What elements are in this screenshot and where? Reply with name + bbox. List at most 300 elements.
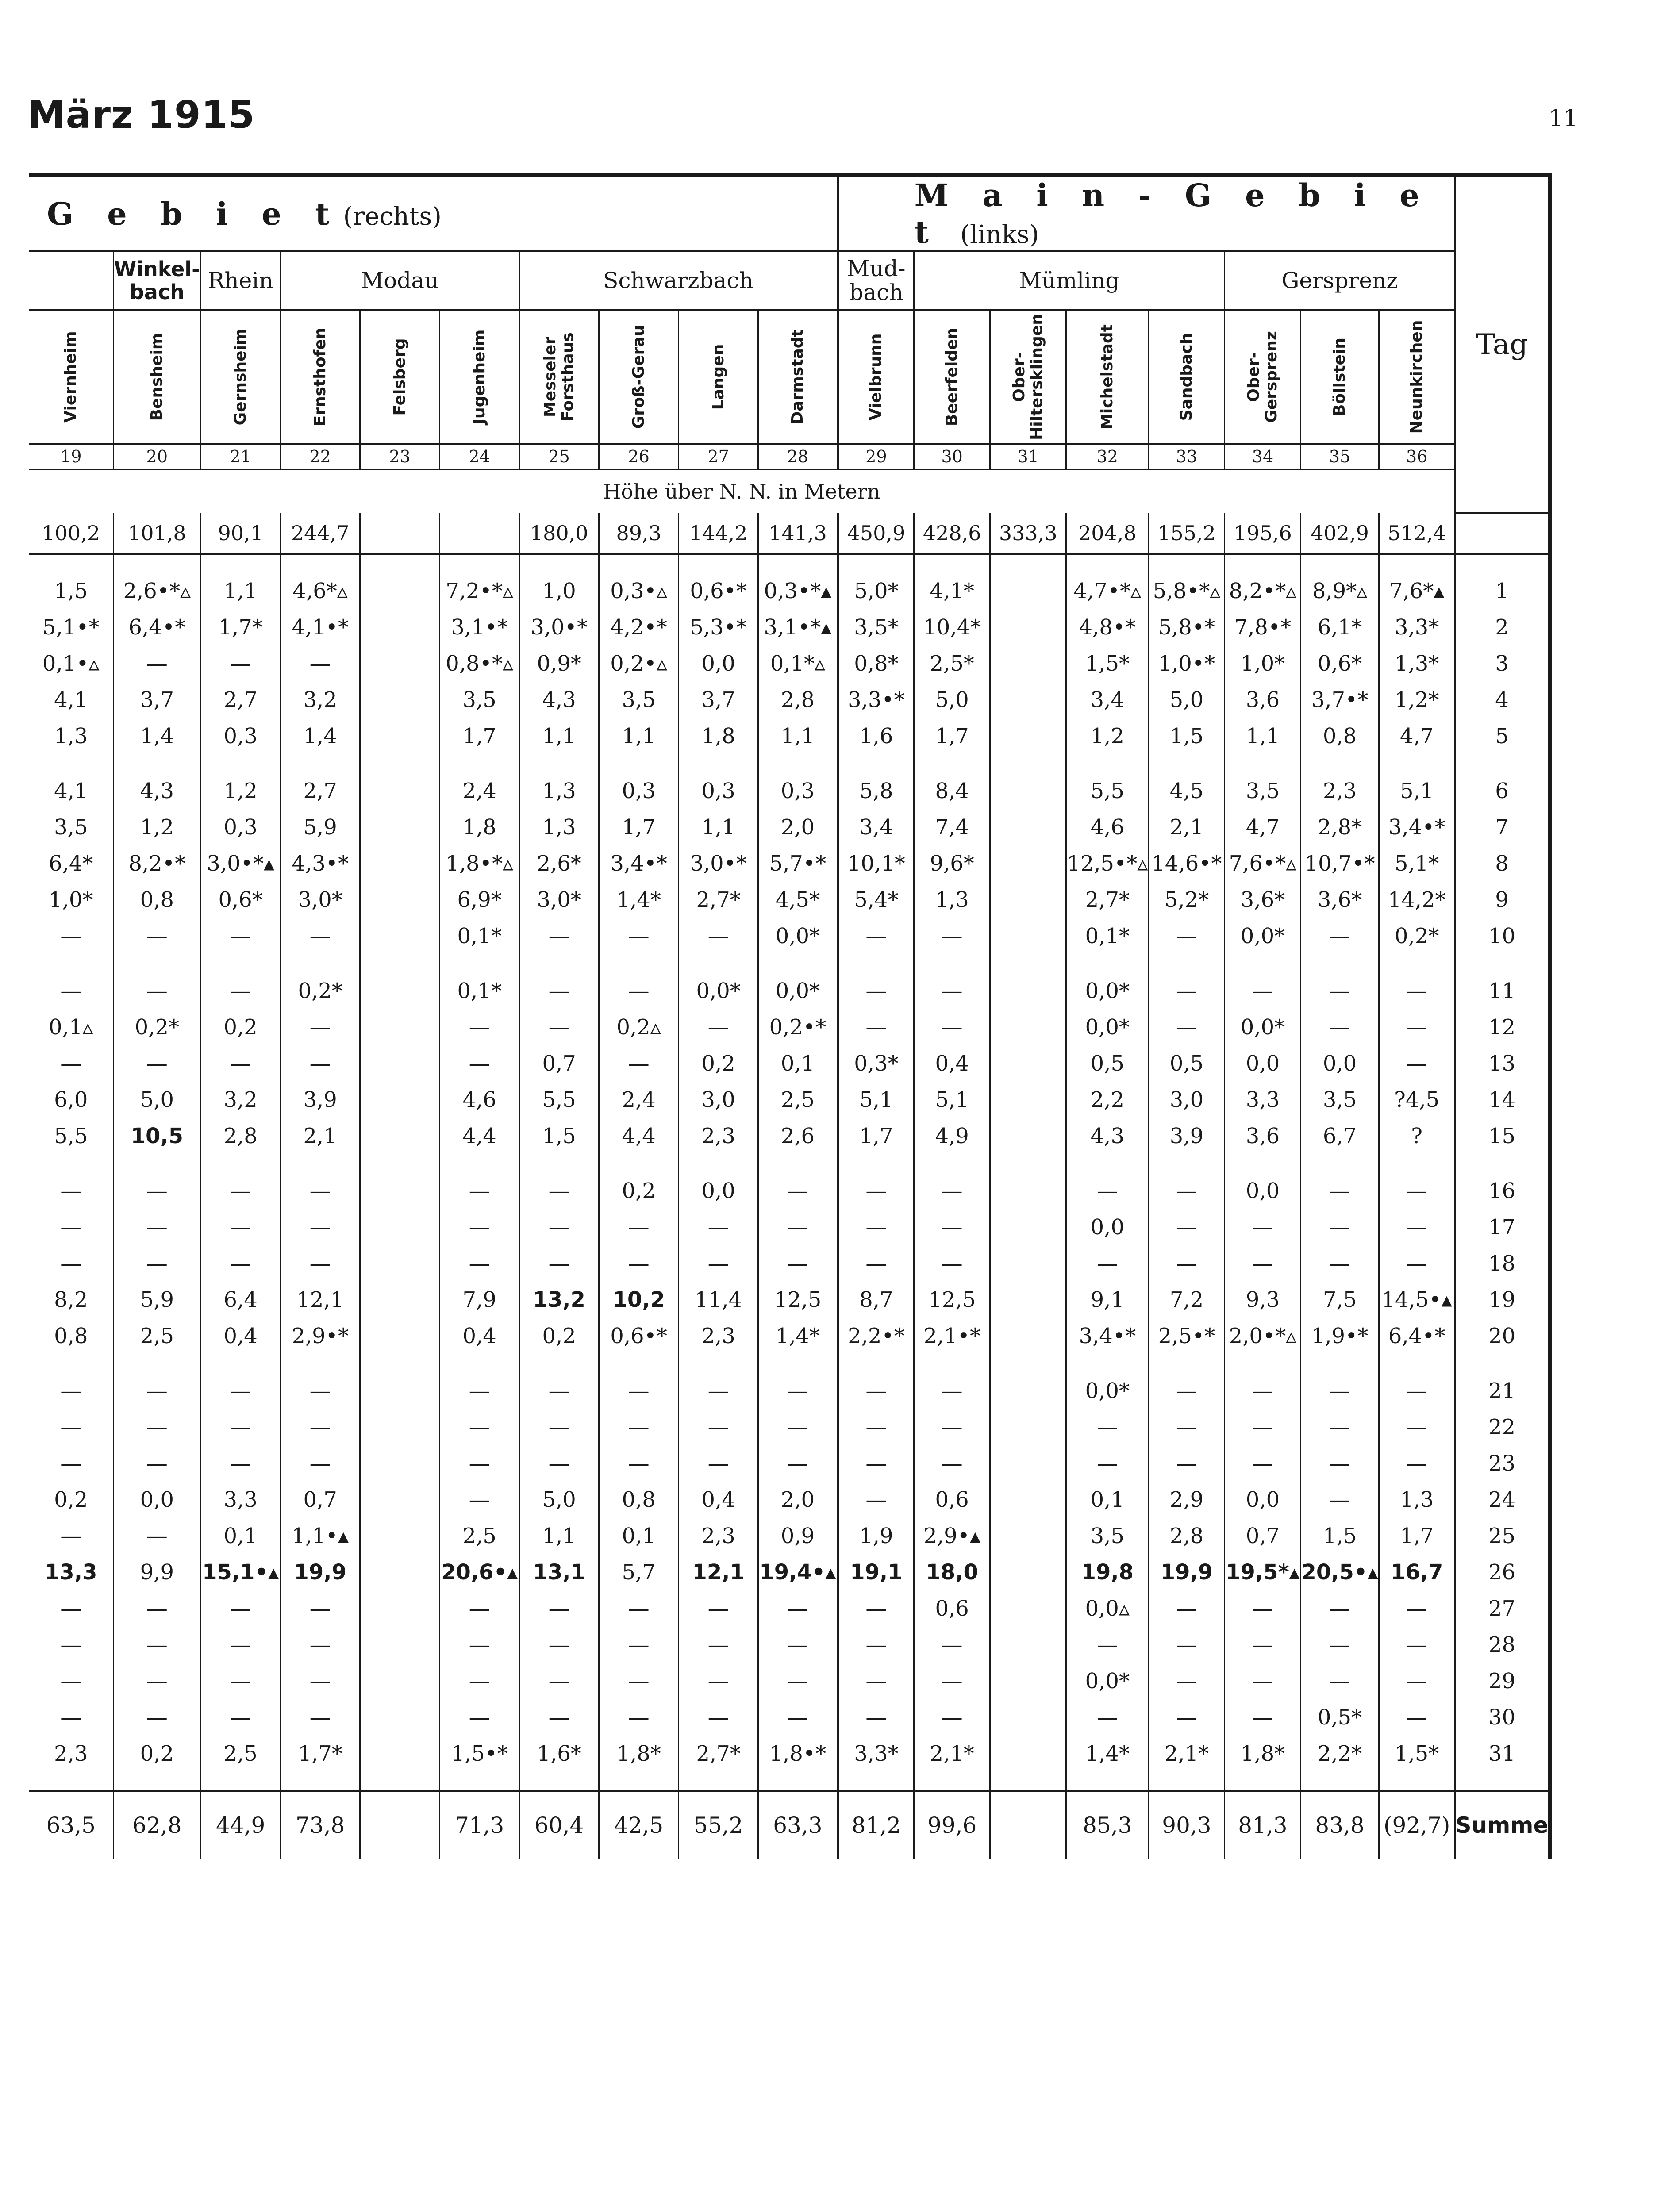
precip-cell: —	[1066, 1627, 1149, 1663]
precip-cell: —	[113, 973, 201, 1009]
precip-cell: —	[281, 1209, 360, 1245]
precip-cell: —	[29, 1409, 113, 1445]
day-number: 16	[1488, 1178, 1516, 1203]
precip-cell: 5,1*	[1379, 845, 1455, 882]
precip-cell: —	[1379, 1445, 1455, 1482]
precip-cell: 19,9	[281, 1554, 360, 1590]
precip-cell: —	[519, 1590, 599, 1627]
precip-cell: 3,9	[281, 1082, 360, 1118]
precip-cell: —	[838, 1699, 914, 1736]
day-number: 8	[1495, 851, 1509, 876]
precip-cell: 0,0	[679, 1173, 758, 1209]
precip-cell: —	[440, 1373, 519, 1409]
gebiet-header-row	[29, 177, 1548, 251]
day-number: 11	[1488, 978, 1516, 1003]
precip-cell: —	[113, 1045, 201, 1082]
precip-cell: —	[599, 1409, 679, 1445]
precip-cell	[990, 573, 1066, 609]
precip-cell: 3,5	[29, 809, 113, 845]
summe-cell: 99,6	[914, 1791, 990, 1859]
precip-cell: —	[679, 1209, 758, 1245]
precip-cell: 5,7•*	[758, 845, 838, 882]
table-row	[29, 1699, 1548, 1736]
precip-cell: 9,1	[1066, 1282, 1149, 1318]
precip-cell: 1,0*	[29, 882, 113, 918]
precip-cell: 19,5*▴	[1225, 1554, 1301, 1590]
day-number: 18	[1488, 1251, 1516, 1276]
station-number: 19	[29, 444, 113, 470]
station-name: Neunkirchen	[1407, 320, 1426, 434]
precip-cell: 1,9•*	[1301, 1318, 1379, 1354]
precip-cell	[990, 1118, 1066, 1154]
precip-cell: 1,8•*	[758, 1736, 838, 1772]
spacer-cell	[29, 554, 113, 573]
precip-cell: 0,1▵	[29, 1009, 113, 1045]
precip-cell: 3,3*	[838, 1736, 914, 1772]
precip-cell: —	[758, 1373, 838, 1409]
day-number: 20	[1488, 1323, 1516, 1348]
precip-cell: —	[1066, 1245, 1149, 1282]
precip-cell: 4,7•*▵	[1066, 573, 1149, 609]
spacer-cell	[838, 1354, 914, 1373]
precip-cell: 5,7	[599, 1554, 679, 1590]
precip-cell: —	[1379, 1209, 1455, 1245]
spacer-cell	[1066, 754, 1149, 773]
station-header-cell	[360, 310, 440, 444]
spacer-cell	[1066, 1354, 1149, 1373]
hoehe-label: Höhe über N. N. in Metern	[603, 480, 880, 503]
summe-cell: 60,4	[519, 1791, 599, 1859]
spacer-row	[29, 954, 1548, 973]
precip-cell: 4,6*▵	[281, 573, 360, 609]
precip-cell: 7,2	[1149, 1282, 1225, 1318]
precip-cell: —	[29, 1045, 113, 1082]
precip-cell: —	[519, 1009, 599, 1045]
precip-cell: —	[1149, 1209, 1225, 1245]
precip-cell: —	[29, 1590, 113, 1627]
precip-cell	[360, 882, 440, 918]
station-header-cell	[914, 310, 990, 444]
station-header-cell	[1301, 310, 1379, 444]
summe-cell	[990, 1791, 1066, 1859]
spacer-cell	[201, 554, 281, 573]
precip-cell: 2,3	[1301, 773, 1379, 809]
spacer-cell	[679, 1772, 758, 1791]
precip-cell: —	[838, 1245, 914, 1282]
precip-cell: —	[113, 1373, 201, 1409]
summe-label: Summe	[1455, 1791, 1548, 1859]
precip-cell: —	[1379, 973, 1455, 1009]
precip-cell: 2,5•*	[1149, 1318, 1225, 1354]
spacer-cell	[990, 1154, 1066, 1173]
precip-cell	[990, 1663, 1066, 1699]
precip-cell: —	[1301, 1245, 1379, 1282]
spacer-cell	[990, 554, 1066, 573]
table-row	[29, 682, 1548, 718]
precip-cell: 0,0*	[679, 973, 758, 1009]
precip-cell: 2,6	[758, 1118, 838, 1154]
station-name: Ober- Gersprenz	[1244, 331, 1280, 423]
precip-cell: 4,7	[1379, 718, 1455, 754]
summe-cell: 83,8	[1301, 1791, 1379, 1859]
precip-cell: —	[1149, 1699, 1225, 1736]
precip-cell: —	[1379, 1045, 1455, 1082]
precip-cell: —	[599, 1373, 679, 1409]
precip-cell: —	[1301, 918, 1379, 954]
spacer-cell	[990, 1354, 1066, 1373]
precip-cell	[990, 682, 1066, 718]
spacer-cell	[440, 1354, 519, 1373]
precip-cell: 1,7	[1379, 1518, 1455, 1554]
precip-cell	[990, 918, 1066, 954]
precip-cell: 0,2	[201, 1009, 281, 1045]
page-title: März 1915	[27, 93, 255, 137]
precip-cell: 2,1	[281, 1118, 360, 1154]
precip-cell	[990, 1209, 1066, 1245]
spacer-cell	[360, 754, 440, 773]
precip-cell: —	[1225, 1699, 1301, 1736]
spacer-cell	[758, 1354, 838, 1373]
precip-cell: 1,8*	[1225, 1736, 1301, 1772]
spacer-cell	[838, 554, 914, 573]
precip-cell: 9,3	[1225, 1282, 1301, 1318]
precip-cell	[360, 1282, 440, 1318]
precip-cell: 0,8	[1301, 718, 1379, 754]
station-number: 36	[1379, 444, 1455, 470]
precip-cell: —	[440, 1045, 519, 1082]
day-number: 2	[1495, 614, 1509, 640]
precip-cell: 0,0	[1225, 1482, 1301, 1518]
precip-cell: —	[440, 1663, 519, 1699]
precip-cell	[360, 645, 440, 682]
precip-cell: —	[599, 1445, 679, 1482]
spacer-row	[29, 754, 1548, 773]
precip-cell: 2,1•*	[914, 1318, 990, 1354]
precip-cell	[360, 1118, 440, 1154]
summe-cell: 71,3	[440, 1791, 519, 1859]
station-name: Bensheim	[147, 333, 166, 421]
hoehe-value: 141,3	[758, 513, 838, 554]
hoehe-value: 402,9	[1301, 513, 1379, 554]
precip-cell: —	[201, 973, 281, 1009]
precip-cell: 0,4	[679, 1482, 758, 1518]
spacer-cell	[1379, 554, 1455, 573]
precip-cell: —	[679, 1009, 758, 1045]
precip-cell: 0,5*	[1301, 1699, 1379, 1736]
precip-cell	[360, 1736, 440, 1772]
table-row	[29, 1045, 1548, 1082]
precip-cell: —	[201, 645, 281, 682]
tag-column-header	[1455, 177, 1548, 513]
precip-cell: —	[599, 1209, 679, 1245]
summe-cell: 90,3	[1149, 1791, 1225, 1859]
precip-cell	[990, 882, 1066, 918]
precip-cell: —	[1225, 1590, 1301, 1627]
precip-cell: —	[201, 1045, 281, 1082]
precip-cell: 3,4	[838, 809, 914, 845]
table-row	[29, 1445, 1548, 1482]
precip-cell: 1,1	[1225, 718, 1301, 754]
precip-cell: —	[679, 1245, 758, 1282]
precip-cell: 1,2	[1066, 718, 1149, 754]
precip-cell: —	[914, 1245, 990, 1282]
river-header-row	[29, 251, 1548, 310]
precip-cell: —	[29, 918, 113, 954]
precip-cell: —	[29, 1627, 113, 1663]
precip-cell: —	[1301, 1627, 1379, 1663]
spacer-cell	[758, 1154, 838, 1173]
precip-cell: 0,4	[201, 1318, 281, 1354]
precip-cell: —	[599, 1627, 679, 1663]
precip-cell: 0,4	[914, 1045, 990, 1082]
precip-cell: —	[201, 1373, 281, 1409]
day-number: 21	[1488, 1378, 1516, 1403]
precip-cell: —	[281, 1245, 360, 1282]
spacer-cell	[914, 1354, 990, 1373]
precip-cell: —	[113, 918, 201, 954]
precip-cell: 20,5•▴	[1301, 1554, 1379, 1590]
precip-cell: 2,3	[679, 1318, 758, 1354]
precip-cell: —	[519, 918, 599, 954]
precip-cell: —	[599, 1663, 679, 1699]
precip-cell: —	[679, 1627, 758, 1663]
precip-cell: 0,1	[758, 1045, 838, 1082]
precip-cell: —	[1066, 1699, 1149, 1736]
precip-cell: 2,1*	[1149, 1736, 1225, 1772]
day-number: 28	[1488, 1632, 1516, 1657]
precip-cell	[360, 845, 440, 882]
river-rhein	[201, 251, 281, 310]
precip-cell: 0,0*	[758, 973, 838, 1009]
precip-cell	[990, 1699, 1066, 1736]
precip-cell: ?	[1379, 1118, 1455, 1154]
precip-cell: —	[281, 918, 360, 954]
spacer-cell	[113, 554, 201, 573]
precip-cell: 14,2*	[1379, 882, 1455, 918]
precip-cell	[990, 609, 1066, 645]
hoehe-label-row	[29, 469, 1548, 513]
precip-cell: 0,1*▵	[758, 645, 838, 682]
precip-cell: 0,2*	[281, 973, 360, 1009]
precip-cell: 2,2*	[1301, 1736, 1379, 1772]
precip-cell: —	[1301, 1482, 1379, 1518]
precip-cell: 1,1	[519, 718, 599, 754]
spacer-cell	[519, 1354, 599, 1373]
station-name: Vielbrunn	[867, 333, 885, 421]
station-header-cell	[1379, 310, 1455, 444]
precip-cell: —	[914, 1663, 990, 1699]
precip-cell: —	[599, 1045, 679, 1082]
precip-cell: 3,4•*	[599, 845, 679, 882]
precip-cell: 4,7	[1225, 809, 1301, 845]
precip-cell: —	[113, 1209, 201, 1245]
precip-cell: 0,1*	[1066, 918, 1149, 954]
spacer-cell	[1149, 1154, 1225, 1173]
precip-cell: 6,4	[201, 1282, 281, 1318]
precip-cell	[990, 1318, 1066, 1354]
precip-cell: 2,1	[1149, 809, 1225, 845]
precip-cell: 7,8•*	[1225, 609, 1301, 645]
precip-cell: —	[281, 1409, 360, 1445]
precip-cell: 6,4•*	[113, 609, 201, 645]
precip-cell: 1,4*	[758, 1318, 838, 1354]
river-gersprenz	[1225, 251, 1455, 310]
station-number: 31	[990, 444, 1066, 470]
precip-cell	[360, 973, 440, 1009]
precip-cell: 16,7	[1379, 1554, 1455, 1590]
precip-cell: 7,4	[914, 809, 990, 845]
precip-cell: —	[1066, 1445, 1149, 1482]
station-number: 35	[1301, 444, 1379, 470]
precip-cell: —	[201, 1445, 281, 1482]
station-name: Böllstein	[1330, 338, 1349, 416]
precip-cell	[360, 1373, 440, 1409]
hoehe-value: 244,7	[281, 513, 360, 554]
spacer-cell	[281, 954, 360, 973]
precip-cell: —	[838, 1445, 914, 1482]
precip-cell: —	[1379, 1373, 1455, 1409]
precip-cell: 0,2	[519, 1318, 599, 1354]
precip-cell: 4,6	[440, 1082, 519, 1118]
precip-cell: —	[1301, 1373, 1379, 1409]
station-name: Messeler Forsthaus	[541, 332, 577, 422]
precip-cell: —	[1225, 1663, 1301, 1699]
day-number: 15	[1488, 1123, 1516, 1148]
precip-cell: —	[914, 1409, 990, 1445]
precip-cell: —	[519, 1699, 599, 1736]
station-number: 29	[838, 444, 914, 470]
hoehe-value: 180,0	[519, 513, 599, 554]
precip-cell: —	[29, 1245, 113, 1282]
day-number: 17	[1488, 1214, 1516, 1240]
spacer-cell	[440, 554, 519, 573]
precip-cell: 1,2	[201, 773, 281, 809]
precip-cell	[360, 1627, 440, 1663]
precip-cell: 1,7	[914, 718, 990, 754]
spacer-cell	[29, 1154, 113, 1173]
precip-cell: 1,7	[838, 1118, 914, 1154]
precip-cell: 1,1	[201, 573, 281, 609]
precip-cell: 5,8•*▵	[1149, 573, 1225, 609]
precip-cell: 14,6•*	[1149, 845, 1225, 882]
precip-cell: 19,8	[1066, 1554, 1149, 1590]
precip-cell: 2,9•*	[281, 1318, 360, 1354]
summe-row	[29, 1791, 1548, 1859]
spacer-cell	[914, 754, 990, 773]
table-row	[29, 1482, 1548, 1518]
precip-cell: —	[1379, 1627, 1455, 1663]
precip-cell: 1,4	[113, 718, 201, 754]
spacer-cell	[201, 1772, 281, 1791]
precip-cell: 1,1	[599, 718, 679, 754]
hoehe-value	[440, 513, 519, 554]
precip-cell: 1,5*	[1379, 1736, 1455, 1772]
precip-cell	[360, 682, 440, 718]
station-name: Gernsheim	[231, 328, 250, 426]
precip-cell: 0,2*	[113, 1009, 201, 1045]
precip-cell: 5,5	[1066, 773, 1149, 809]
station-number: 33	[1149, 444, 1225, 470]
precip-cell: —	[113, 1518, 201, 1554]
precip-cell: 2,4	[440, 773, 519, 809]
precip-cell: 3,5	[1301, 1082, 1379, 1118]
spacer-cell	[29, 1354, 113, 1373]
precip-cell: 0,3	[201, 718, 281, 754]
precip-cell: 10,1*	[838, 845, 914, 882]
spacer-cell	[519, 554, 599, 573]
day-number: 6	[1495, 778, 1509, 803]
precip-cell: —	[758, 1590, 838, 1627]
precip-cell: 0,8•*▵	[440, 645, 519, 682]
day-number: 31	[1488, 1741, 1516, 1766]
precip-cell: 3,7•*	[1301, 682, 1379, 718]
precip-cell: 5,2*	[1149, 882, 1225, 918]
precip-cell	[360, 1409, 440, 1445]
hoehe-value: 450,9	[838, 513, 914, 554]
precip-cell: —	[1225, 1209, 1301, 1245]
spacer-cell	[1455, 1354, 1548, 1373]
station-name: Sandbach	[1177, 333, 1196, 421]
precip-cell: 4,1*	[914, 573, 990, 609]
summe-cell: 81,2	[838, 1791, 914, 1859]
precip-cell: —	[440, 1245, 519, 1282]
spacer-cell	[1455, 1154, 1548, 1173]
day-number: 4	[1495, 687, 1509, 712]
station-header-cell	[838, 310, 914, 444]
spacer-cell	[113, 754, 201, 773]
spacer-cell	[838, 1772, 914, 1791]
summe-cell: 73,8	[281, 1791, 360, 1859]
precip-cell	[990, 1282, 1066, 1318]
spacer-cell	[1301, 1772, 1379, 1791]
precip-cell: 2,2•*	[838, 1318, 914, 1354]
precip-cell: 6,0	[29, 1082, 113, 1118]
summe-cell: 85,3	[1066, 1791, 1149, 1859]
precip-cell: —	[1301, 1009, 1379, 1045]
precip-cell: —	[1149, 1173, 1225, 1209]
precip-cell: 1,2	[113, 809, 201, 845]
precip-cell: 2,3	[679, 1118, 758, 1154]
precip-cell: 18,0	[914, 1554, 990, 1590]
precip-cell: 1,8*	[599, 1736, 679, 1772]
precip-cell: 0,7	[519, 1045, 599, 1082]
station-name: Ernsthofen	[311, 327, 329, 426]
precip-cell: 2,7	[201, 682, 281, 718]
precip-cell: 4,3	[1066, 1118, 1149, 1154]
precip-cell: 4,4	[440, 1118, 519, 1154]
precip-cell: 0,0	[113, 1482, 201, 1518]
precip-cell: 20,6•▴	[440, 1554, 519, 1590]
precip-cell: 2,0	[758, 1482, 838, 1518]
precip-cell: 2,8*	[1301, 809, 1379, 845]
day-number: 7	[1495, 814, 1509, 840]
spacer-cell	[1379, 954, 1455, 973]
spacer-cell	[519, 1154, 599, 1173]
precip-cell: —	[440, 1627, 519, 1663]
spacer-cell	[1225, 1772, 1301, 1791]
precip-cell: 0,8	[599, 1482, 679, 1518]
precip-cell: 2,8	[201, 1118, 281, 1154]
precip-cell: 7,2•*▵	[440, 573, 519, 609]
station-header-cell	[1225, 310, 1301, 444]
spacer-cell	[838, 1154, 914, 1173]
precip-cell: —	[281, 1627, 360, 1663]
precip-cell: ?4,5	[1379, 1082, 1455, 1118]
precip-cell: 5,0	[519, 1482, 599, 1518]
precip-cell	[990, 973, 1066, 1009]
day-number: 26	[1488, 1559, 1516, 1585]
station-header-cell	[679, 310, 758, 444]
